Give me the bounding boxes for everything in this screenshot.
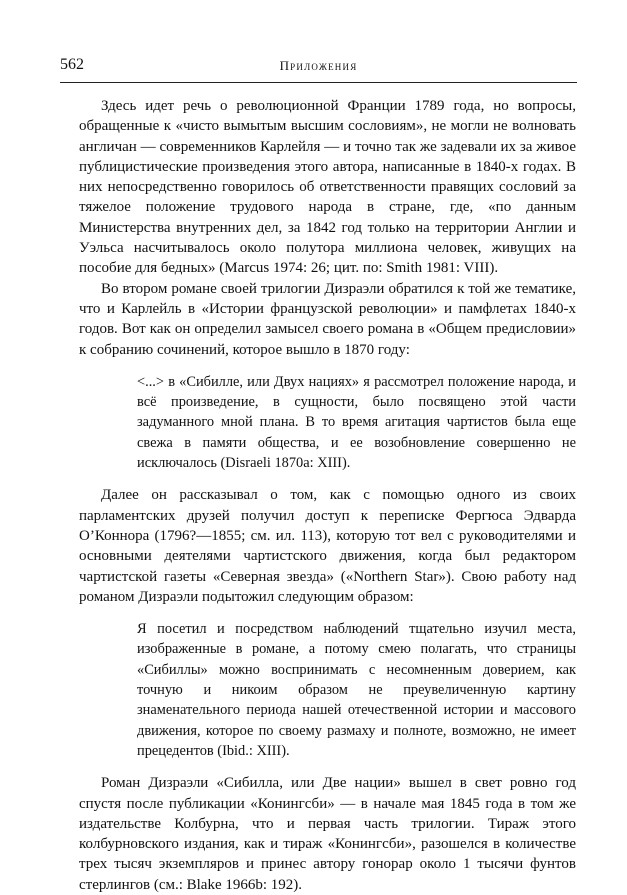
running-head: Приложения (279, 58, 358, 73)
quote-text: Я посетил и посредством наблюдений тщательно изучил места, изображенные в романе, а потому смею полагать, что страницы «Сибиллы» можно воспринимать с несомненным доверием, как точную и никоим образом не преувеличенную картину знаменательного периода нашей отечественной истории и массового движения, которое по своему размаху и полноте, возможно, не имеет прецедентов (Ibid.: XIII). (137, 621, 576, 759)
block-quote (137, 372, 576, 473)
block-quote (137, 619, 576, 761)
quote-text: <...> в «Сибилле, или Двух нациях» я рассмотрел положение народа, и всё произведение, в сущности, было посвящено этой части задуманного мной плана. В то время агитация чартистов была еще свежа в памяти общества, и ее возобновление совершенно не исключалось (Disraeli 1870a: XIII). (137, 373, 576, 472)
paragraph: Здесь идет речь о революционной Франции 1789 года, но вопросы, обращенные к «чисто вымытым высшим сословиям», не могли не волновать англичан — современников Карлейля — и точно так же задевали их за живое публицистические произведения этого автора, написанные в 1840-х годах. В них непосредственно говорилось об ответственности правящих сословий за тяжелое положение трудового народа в стране, где, «по данным Министерства внутренних дел, за 1842 год только на территории Англии и Уэльса насчитывалось около полутора миллиона человек, живущих на пособие для бедных» (Marcus 1974: 26; цит. по: Smith 1981: VIII). (79, 98, 576, 277)
body-text (79, 96, 576, 895)
page-number: 562 (60, 56, 84, 73)
paragraph: Роман Дизраэли «Сибилла, или Две нации» вышел в свет ровно год спустя после публикации «Конингсби» — в начале мая 1845 года в том же издательстве Колбурна, что и первая часть трилогии. Тираж этого колбурновского издания, как и тираж «Конингсби», разошелся в количестве трех тысяч экземпляров и принес автору гонорар около 1 тысячи фунтов стерлингов (см.: Blake 1966b: 192). (79, 775, 576, 893)
paragraph: Далее он рассказывал о том, как с помощью одного из своих парламентских друзей получил доступ к переписке Фергюса Эдварда О’Коннора (1796?—1855; см. ил. 113), которую тот вел с руководителями и основными деятелями чартистского движения, когда был редактором чартистской газеты «Северная звезда» («Northern Star»). Свою работу над романом Дизраэли подытожил следующим образом: (79, 487, 576, 605)
page-header (60, 54, 577, 83)
paragraph: Во втором романе своей трилогии Дизраэли обратился к той же тематике, что и Карлейль в «Истории французской революции» и памфлетах 1840-х годов. Вот как он определил замысел своего романа в «Общем предисловии» к собранию сочинений, которое вышло в 1870 году: (79, 280, 576, 358)
